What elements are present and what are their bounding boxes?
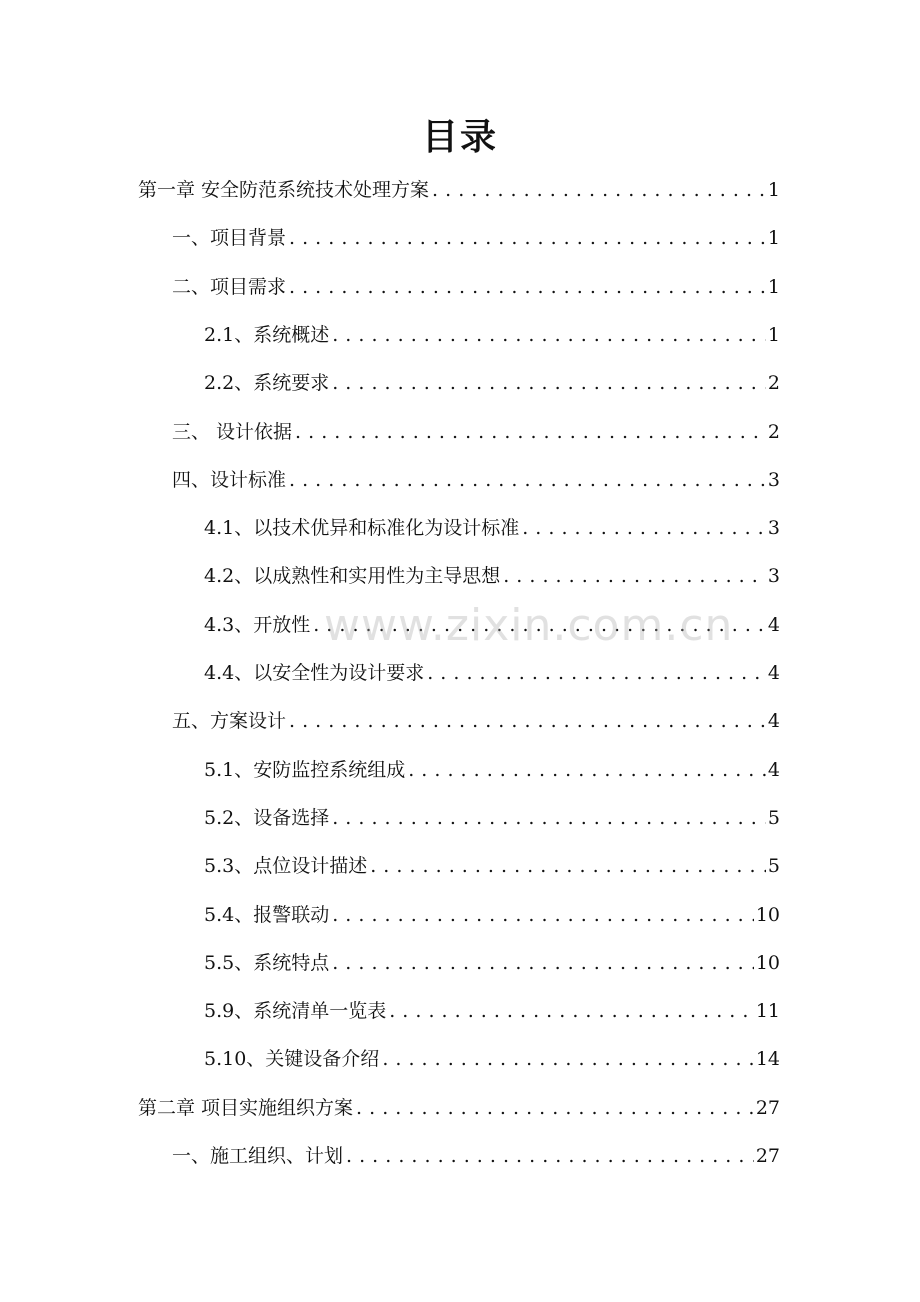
toc-dot-leader: [289, 214, 766, 262]
toc-entry-label: 2.2、系统要求: [204, 372, 330, 395]
toc-entry[interactable]: [172, 263, 780, 311]
toc-entry-label: 4.2、以成熟性和实用性为主导思想: [204, 565, 501, 588]
toc-entry[interactable]: [138, 166, 780, 214]
toc-entry-label: 第一章 安全防范系统技术处理方案: [138, 179, 430, 201]
toc-dot-leader: [356, 1084, 754, 1132]
toc-page-number: 3: [767, 468, 780, 491]
toc-entry[interactable]: [204, 504, 780, 552]
toc-page-number: 2: [767, 372, 780, 395]
toc-page-number: 1: [767, 323, 780, 346]
toc-entry-label: 四、设计标准: [172, 468, 287, 491]
toc-page-number: 2: [767, 420, 780, 443]
toc-dot-leader: [346, 1132, 754, 1180]
toc-dot-leader: [522, 504, 766, 552]
toc-page-number: 14: [755, 1048, 780, 1071]
toc-entry-label: 第二章 项目实施组织方案: [138, 1096, 354, 1119]
toc-dot-leader: [370, 842, 766, 890]
toc-dot-leader: [427, 649, 766, 697]
toc-entry[interactable]: [204, 552, 780, 600]
toc-page-number: 10: [755, 951, 780, 974]
toc-entry-label: 5.5、系统特点: [204, 951, 330, 974]
watermark: www.zixin.com.cn: [324, 600, 734, 651]
toc-entry[interactable]: [204, 649, 780, 697]
toc-dot-leader: [332, 359, 766, 407]
toc-entry[interactable]: [204, 601, 780, 649]
toc-dot-leader: [382, 1035, 754, 1083]
toc-dot-leader: [389, 987, 754, 1035]
toc-entry-label: 5.3、点位设计描述: [204, 855, 368, 878]
toc-entry[interactable]: [204, 794, 780, 842]
toc-entry-label: 一、项目背景: [172, 227, 287, 250]
page-title: 目录: [421, 116, 498, 158]
toc-page-number: 4: [767, 758, 780, 781]
toc-entry[interactable]: [172, 1132, 780, 1180]
toc-dot-leader: [332, 794, 766, 842]
toc-entry[interactable]: [172, 456, 780, 504]
toc-page-number: 1: [767, 227, 780, 250]
toc-dot-leader: [289, 263, 766, 311]
toc-entry-label: 三、 设计依据: [172, 420, 293, 443]
toc-page-number: 4: [767, 710, 780, 733]
toc-page-number: 3: [767, 517, 780, 540]
toc-entry-label: 5.4、报警联动: [204, 903, 330, 926]
toc-dot-leader: [432, 166, 766, 214]
toc-entry[interactable]: [138, 1084, 780, 1132]
toc-entry[interactable]: [172, 697, 780, 745]
toc-entry-label: 一、施工组织、计划: [172, 1145, 344, 1167]
toc-dot-leader: [332, 891, 754, 939]
toc-entry-label: 5.2、设备选择: [204, 806, 330, 829]
toc-entry-label: 二、项目需求: [172, 275, 287, 298]
toc-entry-label: 5.9、系统清单一览表: [204, 1000, 387, 1023]
toc-entry[interactable]: [204, 891, 780, 939]
toc-entry[interactable]: [204, 311, 780, 359]
toc-entry[interactable]: [204, 1035, 780, 1083]
toc-entry[interactable]: [204, 746, 780, 794]
toc-dot-leader: [289, 456, 766, 504]
toc-dot-leader: [332, 311, 766, 359]
toc-dot-leader: [503, 552, 766, 600]
toc-entry-label: 五、方案设计: [172, 710, 287, 733]
toc-entry-label: 5.1、安防监控系统组成: [204, 758, 406, 781]
toc-dot-leader: [313, 601, 766, 649]
toc-page-number: 4: [767, 613, 780, 636]
toc-dot-leader: [295, 408, 766, 456]
toc-entry[interactable]: [204, 359, 780, 407]
toc-entry[interactable]: [172, 408, 780, 456]
toc-page-number: 3: [767, 565, 780, 588]
toc-dot-leader: [289, 697, 766, 745]
toc-page-number: 27: [755, 1096, 780, 1119]
toc-page-number: 4: [767, 662, 780, 684]
toc-page-number: 1: [767, 275, 780, 298]
toc-entry[interactable]: [204, 842, 780, 890]
toc-page-number: 5: [767, 855, 780, 878]
toc-entry-label: 4.3、开放性: [204, 613, 311, 636]
toc-page-number: 1: [767, 179, 780, 201]
toc-page-number: 11: [755, 1000, 780, 1023]
toc-entry-label: 4.1、以技术优异和标准化为设计标准: [204, 517, 520, 540]
toc-page-number: 27: [755, 1145, 780, 1167]
toc-dot-leader: [332, 939, 754, 987]
toc-entry-label: 2.1、系统概述: [204, 323, 330, 346]
toc-entry-label: 4.4、以安全性为设计要求: [204, 662, 425, 684]
toc-page-number: 10: [755, 903, 780, 926]
toc-entry[interactable]: [172, 214, 780, 262]
toc-entry[interactable]: [204, 939, 780, 987]
toc-page-number: 5: [767, 806, 780, 829]
toc-entry-label: 5.10、关键设备介绍: [204, 1048, 380, 1071]
toc-dot-leader: [408, 746, 766, 794]
toc-entry[interactable]: [204, 987, 780, 1035]
